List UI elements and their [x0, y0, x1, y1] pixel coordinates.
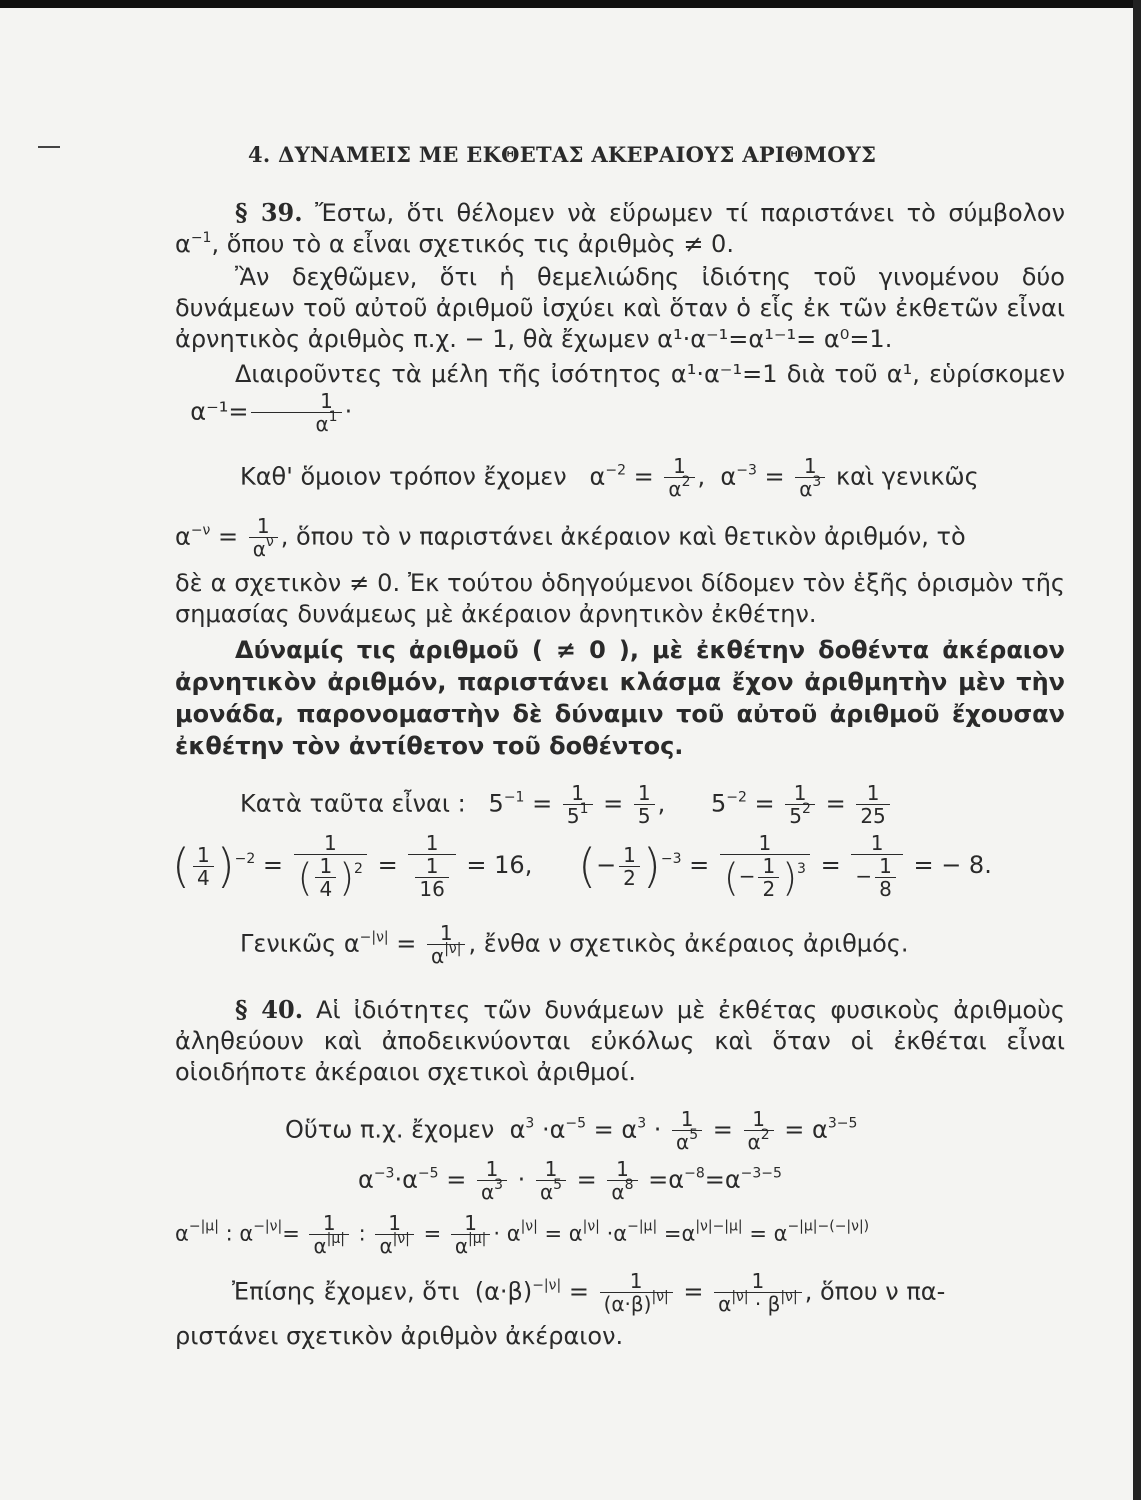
fraction: $\frac{1}{\alpha^3}$: [477, 1158, 507, 1203]
fraction: $\frac{1}{\alpha^2}$: [664, 455, 694, 500]
fraction: $\frac{1}{\alpha^1}$: [251, 390, 341, 435]
formula-40-line-1: Οὕτω π.χ. ἔχομεν $\alpha^3 \cdot\alpha^{-5} = \alpha^3$ · $\frac{1}{\alpha^5}$ = $\frac{1}{\alpha^2}$ = $\alpha^{3-5}$: [285, 1107, 858, 1154]
formula-product: α¹·α⁻¹=α¹⁻¹= α⁰=1.: [657, 325, 893, 353]
fraction: $\frac{1}{\alpha^5}$: [536, 1158, 566, 1203]
formula-40-line-3: $\alpha^{-|\mu|}$ : $\alpha^{-|\nu|}=$ $\frac{1}{\alpha^{|\mu|}}$ : $\frac{1}{\alpha^{|\nu|}}$ = $\frac{1}{\alpha^{|\mu|}}$ · $\alpha^{|\nu|} = \alpha^{|\nu|} \cdot\alpha^{-|\mu|} =\alpha^{|\nu|-|\mu|} = \alpha^{-|\mu|-(-|\nu|)}$: [175, 1211, 870, 1258]
fraction: $\frac{1}{\alpha^8}$: [607, 1158, 637, 1203]
fraction: $\frac{1}{5}$: [634, 782, 655, 827]
section-label-39: § 39.: [235, 198, 303, 227]
paragraph-39-property: Ἂν δεχθῶμεν, ὅτι ἡ θεμελιώδης ἰδιότης τοῦ γινομένου δύο δυνάμεων τοῦ αὐτοῦ ἀριθμοῦ ἰσχύει καὶ ὅταν ὁ εἷς ἐκ τῶν ἐκθετῶν εἶναι ἀρνητικὸς ἀριθμὸς π.χ. − 1, θὰ ἔχωμεν α¹·α⁻¹=α¹⁻¹= α⁰=1.: [175, 263, 1065, 353]
margin-mark: [38, 146, 60, 148]
fraction: $\frac{1}{\alpha^3}$: [795, 455, 825, 500]
scan-right-border: [1133, 0, 1141, 1500]
fraction: $\frac{1}{\alpha^{|\mu|}}$: [309, 1212, 349, 1257]
formula-40-tail: ριστάνει σχετικὸν ἀριθμὸν ἀκέραιον.: [175, 1322, 624, 1350]
fraction: $\frac{1}{4}$: [193, 844, 214, 889]
fraction: $\frac{1}{\alpha^{|\nu|}}$: [427, 922, 465, 967]
examples-general: Γενικῶς $\alpha^{-|\nu|}$ = $\frac{1}{\alpha^{|\nu|}}$ , ἔνθα ν σχετικὸς ἀκέραιος ἀριθμός.: [240, 921, 909, 968]
paragraph-39-general-form: $\alpha^{-\nu}$ = $\frac{1}{\alpha^\nu}$ , ὅπου τὸ ν παριστάνει ἀκέραιον καὶ θετικὸν ἀριθμόν, τὸ: [175, 514, 966, 561]
fraction: $\frac{1}{\frac{1}{16}}$: [408, 832, 455, 900]
fraction: $\frac{1}{5^2}$: [785, 782, 815, 827]
scan-top-border: [0, 0, 1141, 8]
paragraph-39-similar: Καθ' ὅμοιον τρόπον ἔχομεν $\alpha^{-2}$ = $\frac{1}{\alpha^2}$ , $\alpha^{-3}$ = $\frac{1}{\alpha^3}$ καὶ γενικῶς: [240, 454, 979, 501]
fraction: $\frac{1}{\alpha^2}$: [744, 1108, 774, 1153]
paragraph-39-division: Διαιροῦντες τὰ μέλη τῆς ἰσότητος α¹·α⁻¹=1 διὰ τοῦ α¹, εὑρίσκομεν α⁻¹= $\frac{1}{\alpha^1}$ ·: [190, 360, 1065, 436]
formula-40-product-power: Ἐπίσης ἔχομεν, ὅτι $(\alpha\cdot\beta)^{-|\nu|}$ = $\frac{1}{(\alpha\cdot\beta)^{|\nu|}}$ = $\frac{1}{\alpha^{|\nu|} \cdot \beta^{|\nu|}}$ , ὅπου ν πα-: [232, 1269, 946, 1316]
fraction: $\frac{1}{\alpha^\nu}$: [249, 515, 278, 560]
fraction: $\frac{1}{\alpha^5}$: [672, 1108, 702, 1153]
fraction: 1 ( $\frac{1}{4}$ )$^2$: [294, 832, 367, 900]
examples-line-1: Κατὰ ταῦτα εἶναι : $5^{-1}$ = $\frac{1}{5^1}$ = $\frac{1}{5}$ , $5^{-2}$ = $\frac{1}{5^2}$ = $\frac{1}{25}$: [240, 782, 893, 827]
fraction: $\frac{1}{\alpha^{|\nu|}}$: [375, 1212, 413, 1257]
fraction: $\frac{1}{25}$: [856, 782, 889, 827]
section-heading: 4. ΔΥΝΑΜΕΙΣ ΜΕ ΕΚΘΕΤΑΣ ΑΚΕΡΑΙΟΥΣ ΑΡΙΘΜΟΥΣ: [248, 142, 877, 167]
fraction: 1 − $\frac{1}{8}$: [851, 832, 903, 900]
fraction: $\frac{1}{(\alpha\cdot\beta)^{|\nu|}}$: [600, 1270, 673, 1315]
formula-40-line-2: $\alpha^{-3}\cdot\alpha^{-5}$ = $\frac{1}{\alpha^3}$ · $\frac{1}{\alpha^5}$ = $\frac{1}{\alpha^8}$ $=\alpha^{-8}=\alpha^{-3-5}$: [358, 1157, 782, 1204]
paragraph-40-intro: § 40. Αἱ ἰδιότητες τῶν δυνάμεων μὲ ἐκθέτας φυσικοὺς ἀριθμοὺς ἀληθεύουν καὶ ἀποδεικνύονται εὐκόλως καὶ ὅταν οἱ ἐκθέται εἶναι οἱοιδήποτε ἀκέραιοι σχετικοὶ ἀριθμοί.: [175, 995, 1065, 1086]
fraction: $\frac{1}{\alpha^{|\mu|}}$: [451, 1212, 491, 1257]
paragraph-39-intro: § 39. Ἔστω, ὅτι θέλομεν νὰ εὕρωμεν τί παριστάνει τὸ σύμβολον $\alpha^{-1}$, ὅπου τὸ α εἶναι σχετικός τις ἀριθμὸς ≠ 0.: [175, 198, 1065, 258]
paragraph-39-definition-intro: δὲ α σχετικὸν ≠ 0. Ἐκ τούτου ὁδηγούμενοι δίδομεν τὸν ἑξῆς ὁρισμὸν τῆς σημασίας δυνάμεως μὲ ἀκέραιον ἀρνητικὸν ἐκθέτην.: [175, 569, 1065, 628]
fraction: $\frac{1}{5^1}$: [563, 782, 593, 827]
section-label-40: § 40.: [235, 995, 304, 1024]
fraction: $\frac{1}{2}$: [619, 844, 640, 889]
definition-negative-exponent: Δύναμίς τις ἀριθμοῦ ( ≠ 0 ), μὲ ἐκθέτην δοθέντα ἀκέραιον ἀρνητικὸν ἀριθμόν, παριστάνει κλάσμα ἔχον ἀριθμητὴν μὲν τὴν μονάδα, παρονομαστὴν δὲ δύναμιν τοῦ αὐτοῦ ἀριθμοῦ ἔχουσαν ἐκθέτην τὸν ἀντίθετον τοῦ δοθέντος.: [175, 636, 1065, 760]
fraction: 1 (− $\frac{1}{2}$ )$^3$: [720, 832, 810, 900]
fraction: $\frac{1}{\alpha^{|\nu|} \cdot \beta^{|\nu|}}$: [714, 1270, 802, 1315]
examples-line-2: ( $\frac{1}{4}$ )$^{-2}$ = 1 ( $\frac{1}{4}$ )$^2$ = $\frac{1}{\frac{1}{16}}$ = 16, (− $\frac{1}{2}$ )$^{-3}$ = 1 (− $\frac{1}{2}$ )$^3$ = 1 − $\frac{1}{8}$ = − 8.: [172, 831, 992, 901]
